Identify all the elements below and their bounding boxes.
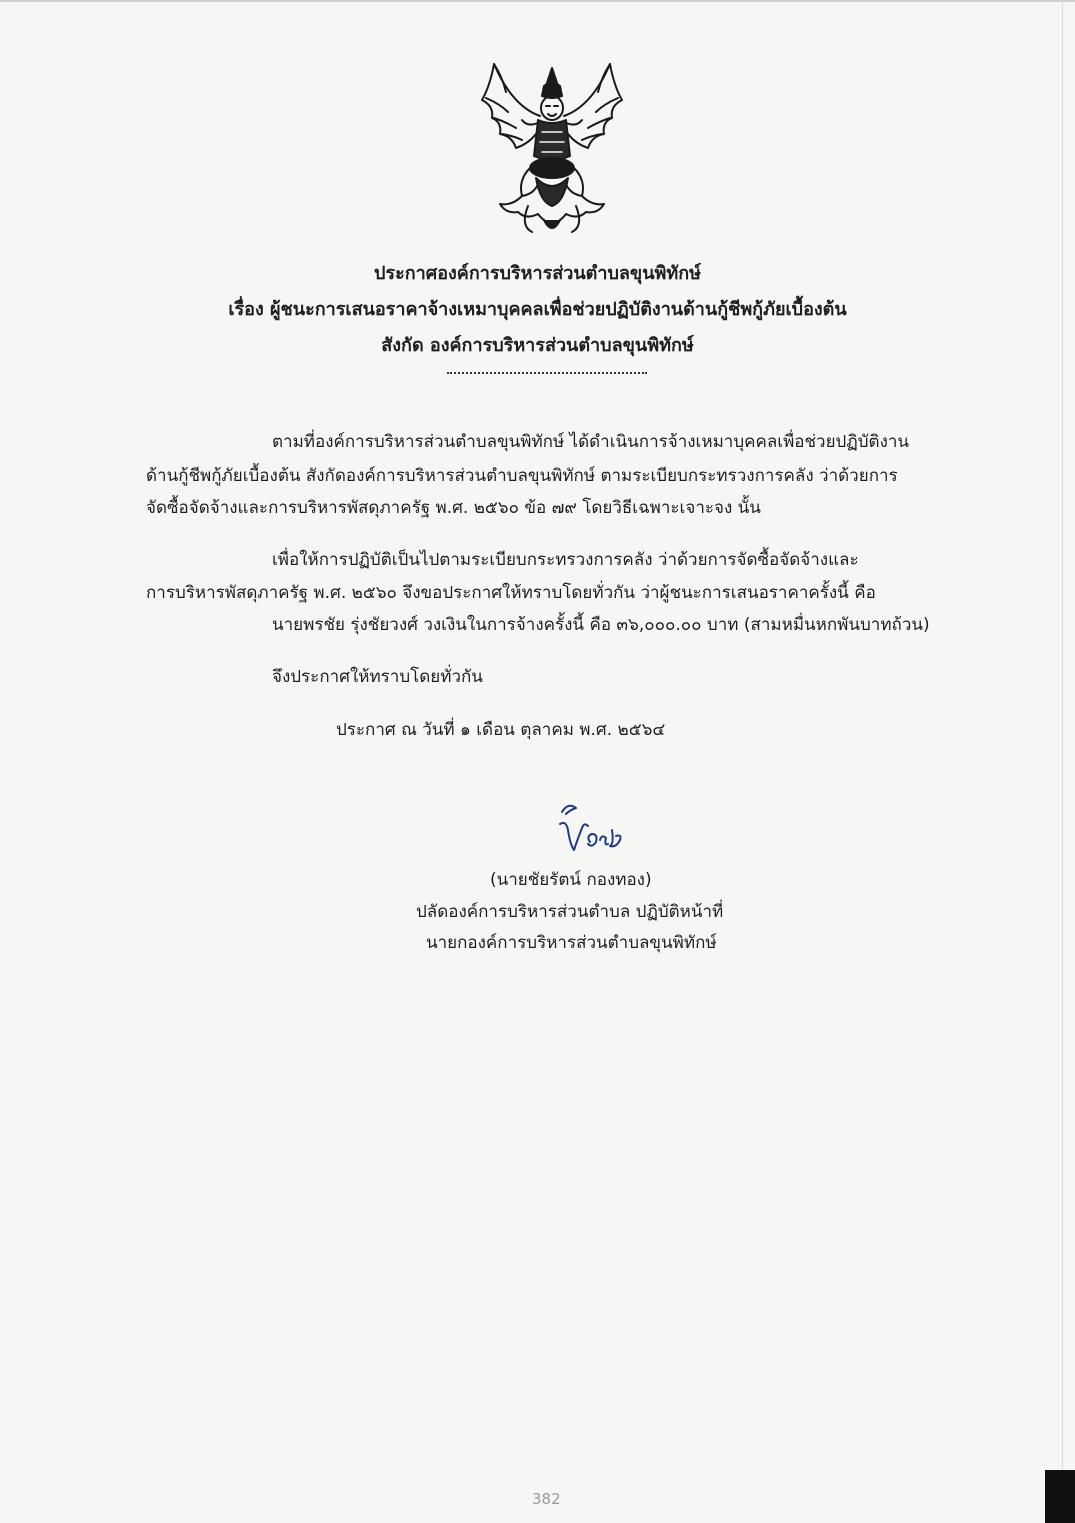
paragraph-1-line-1: ตามที่องค์การบริหารส่วนตำบลขุนพิทักษ์ ได้ดำเนินการจ้างเหมาบุคคลเพื่อช่วยปฏิบัติงาน (272, 432, 910, 452)
signatory-name: (นายชัยรัตน์ กองทอง) (490, 870, 652, 890)
scan-corner-mark (1045, 1470, 1075, 1523)
signatory-position: ปลัดองค์การบริหารส่วนตำบล ปฏิบัติหน้าที่ (416, 902, 724, 922)
announcement-subject: เรื่อง ผู้ชนะการเสนอราคาจ้างเหมาบุคคลเพื่อช่วยปฏิบัติงานด้านกู้ชีพกู้ภัยเบื้องต้น (228, 299, 847, 320)
garuda-emblem-icon (472, 56, 632, 238)
announcement-affiliation: สังกัด องค์การบริหารส่วนตำบลขุนพิทักษ์ (381, 335, 694, 356)
announcement-title: ประกาศองค์การบริหารส่วนตำบลขุนพิทักษ์ (374, 263, 701, 284)
paragraph-1-line-2: ด้านกู้ชีพกู้ภัยเบื้องต้น สังกัดองค์การบริหารส่วนตำบลขุนพิทักษ์ ตามระเบียบกระทรวงการคลัง ว่าด้วยการ (146, 466, 898, 486)
signatory-acting-position: นายกองค์การบริหารส่วนตำบลขุนพิทักษ์ (426, 933, 717, 953)
paragraph-2-line-2: การบริหารพัสดุภาครัฐ พ.ศ. ๒๕๖๐ จึงขอประกาศให้ทราบโดยทั่วกัน ว่าผู้ชนะการเสนอราคาครั้งนี้ คือ (146, 583, 876, 603)
page-top-edge (0, 0, 1075, 2)
announcement-date: ประกาศ ณ วันที่ ๑ เดือน ตุลาคม พ.ศ. ๒๕๖๔ (336, 720, 666, 740)
page-number: 382 (532, 1490, 561, 1508)
paragraph-2-line-3: นายพรชัย รุ่งชัยวงศ์ วงเงินในการจ้างครั้งนี้ คือ ๓๖,๐๐๐.๐๐ บาท (สามหมื่นหกพันบาทถ้วน) (272, 615, 930, 635)
page-right-edge (1062, 0, 1063, 1523)
title-separator (447, 372, 647, 374)
signature-icon (556, 800, 628, 862)
announcement-closing: จึงประกาศให้ทราบโดยทั่วกัน (272, 667, 483, 687)
paragraph-2-line-1: เพื่อให้การปฏิบัติเป็นไปตามระเบียบกระทรวงการคลัง ว่าด้วยการจัดซื้อจัดจ้างและ (272, 550, 859, 570)
paragraph-1-line-3: จัดซื้อจัดจ้างและการบริหารพัสดุภาครัฐ พ.ศ. ๒๕๖๐ ข้อ ๗๙ โดยวิธีเฉพาะเจาะจง นั้น (146, 498, 761, 518)
